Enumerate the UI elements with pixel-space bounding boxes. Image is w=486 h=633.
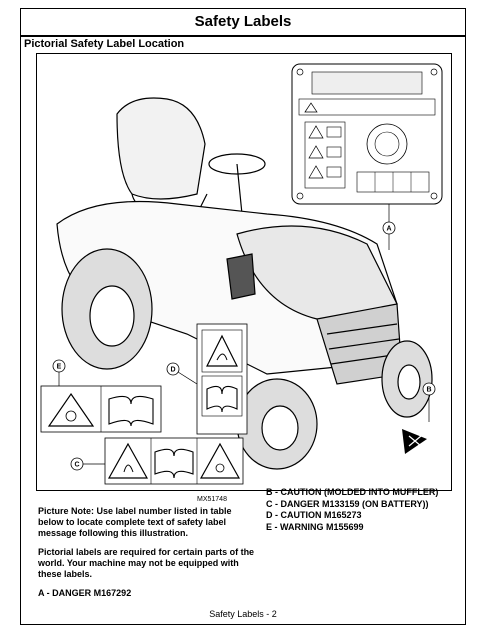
page-frame	[20, 8, 466, 625]
label-item-c: C - DANGER M133159 (ON BATTERY))	[266, 498, 429, 509]
tractor-diagram	[37, 54, 452, 491]
callout-c-letter: C	[74, 461, 80, 469]
picture-note: Picture Note: Use label number listed in table below to locate complete text of safety label message following this illustration.	[38, 506, 232, 538]
label-item-e: E - WARNING M155699	[266, 521, 364, 532]
page-footer: Safety Labels - 2	[209, 609, 277, 619]
label-panel-a	[292, 64, 442, 212]
callout-e-letter: E	[56, 363, 62, 371]
callout-d-letter: D	[170, 366, 176, 374]
notes-column	[38, 506, 258, 607]
label-item-b: B - CAUTION (MOLDED INTO MUFFLER)	[266, 487, 439, 497]
label-icon-b	[402, 429, 427, 454]
callout-b-letter: B	[426, 386, 432, 394]
callout-a-letter: A	[386, 225, 392, 233]
label-item-a: A - DANGER M167292	[38, 588, 132, 598]
tractor-illustration	[36, 53, 452, 491]
label-panel-c	[105, 438, 243, 484]
label-panel-d	[197, 324, 247, 434]
figure-id: MX51748	[197, 496, 227, 503]
region-note: Pictorial labels are required for certain parts of the world. Your machine may not be equipped with these labels.	[38, 547, 255, 579]
label-item-d: D - CAUTION M165273	[266, 510, 362, 520]
section-heading: Pictorial Safety Label Location	[24, 38, 185, 50]
label-panel-e	[41, 386, 161, 432]
page-title: Safety Labels	[21, 9, 465, 37]
labels-column	[266, 487, 466, 533]
